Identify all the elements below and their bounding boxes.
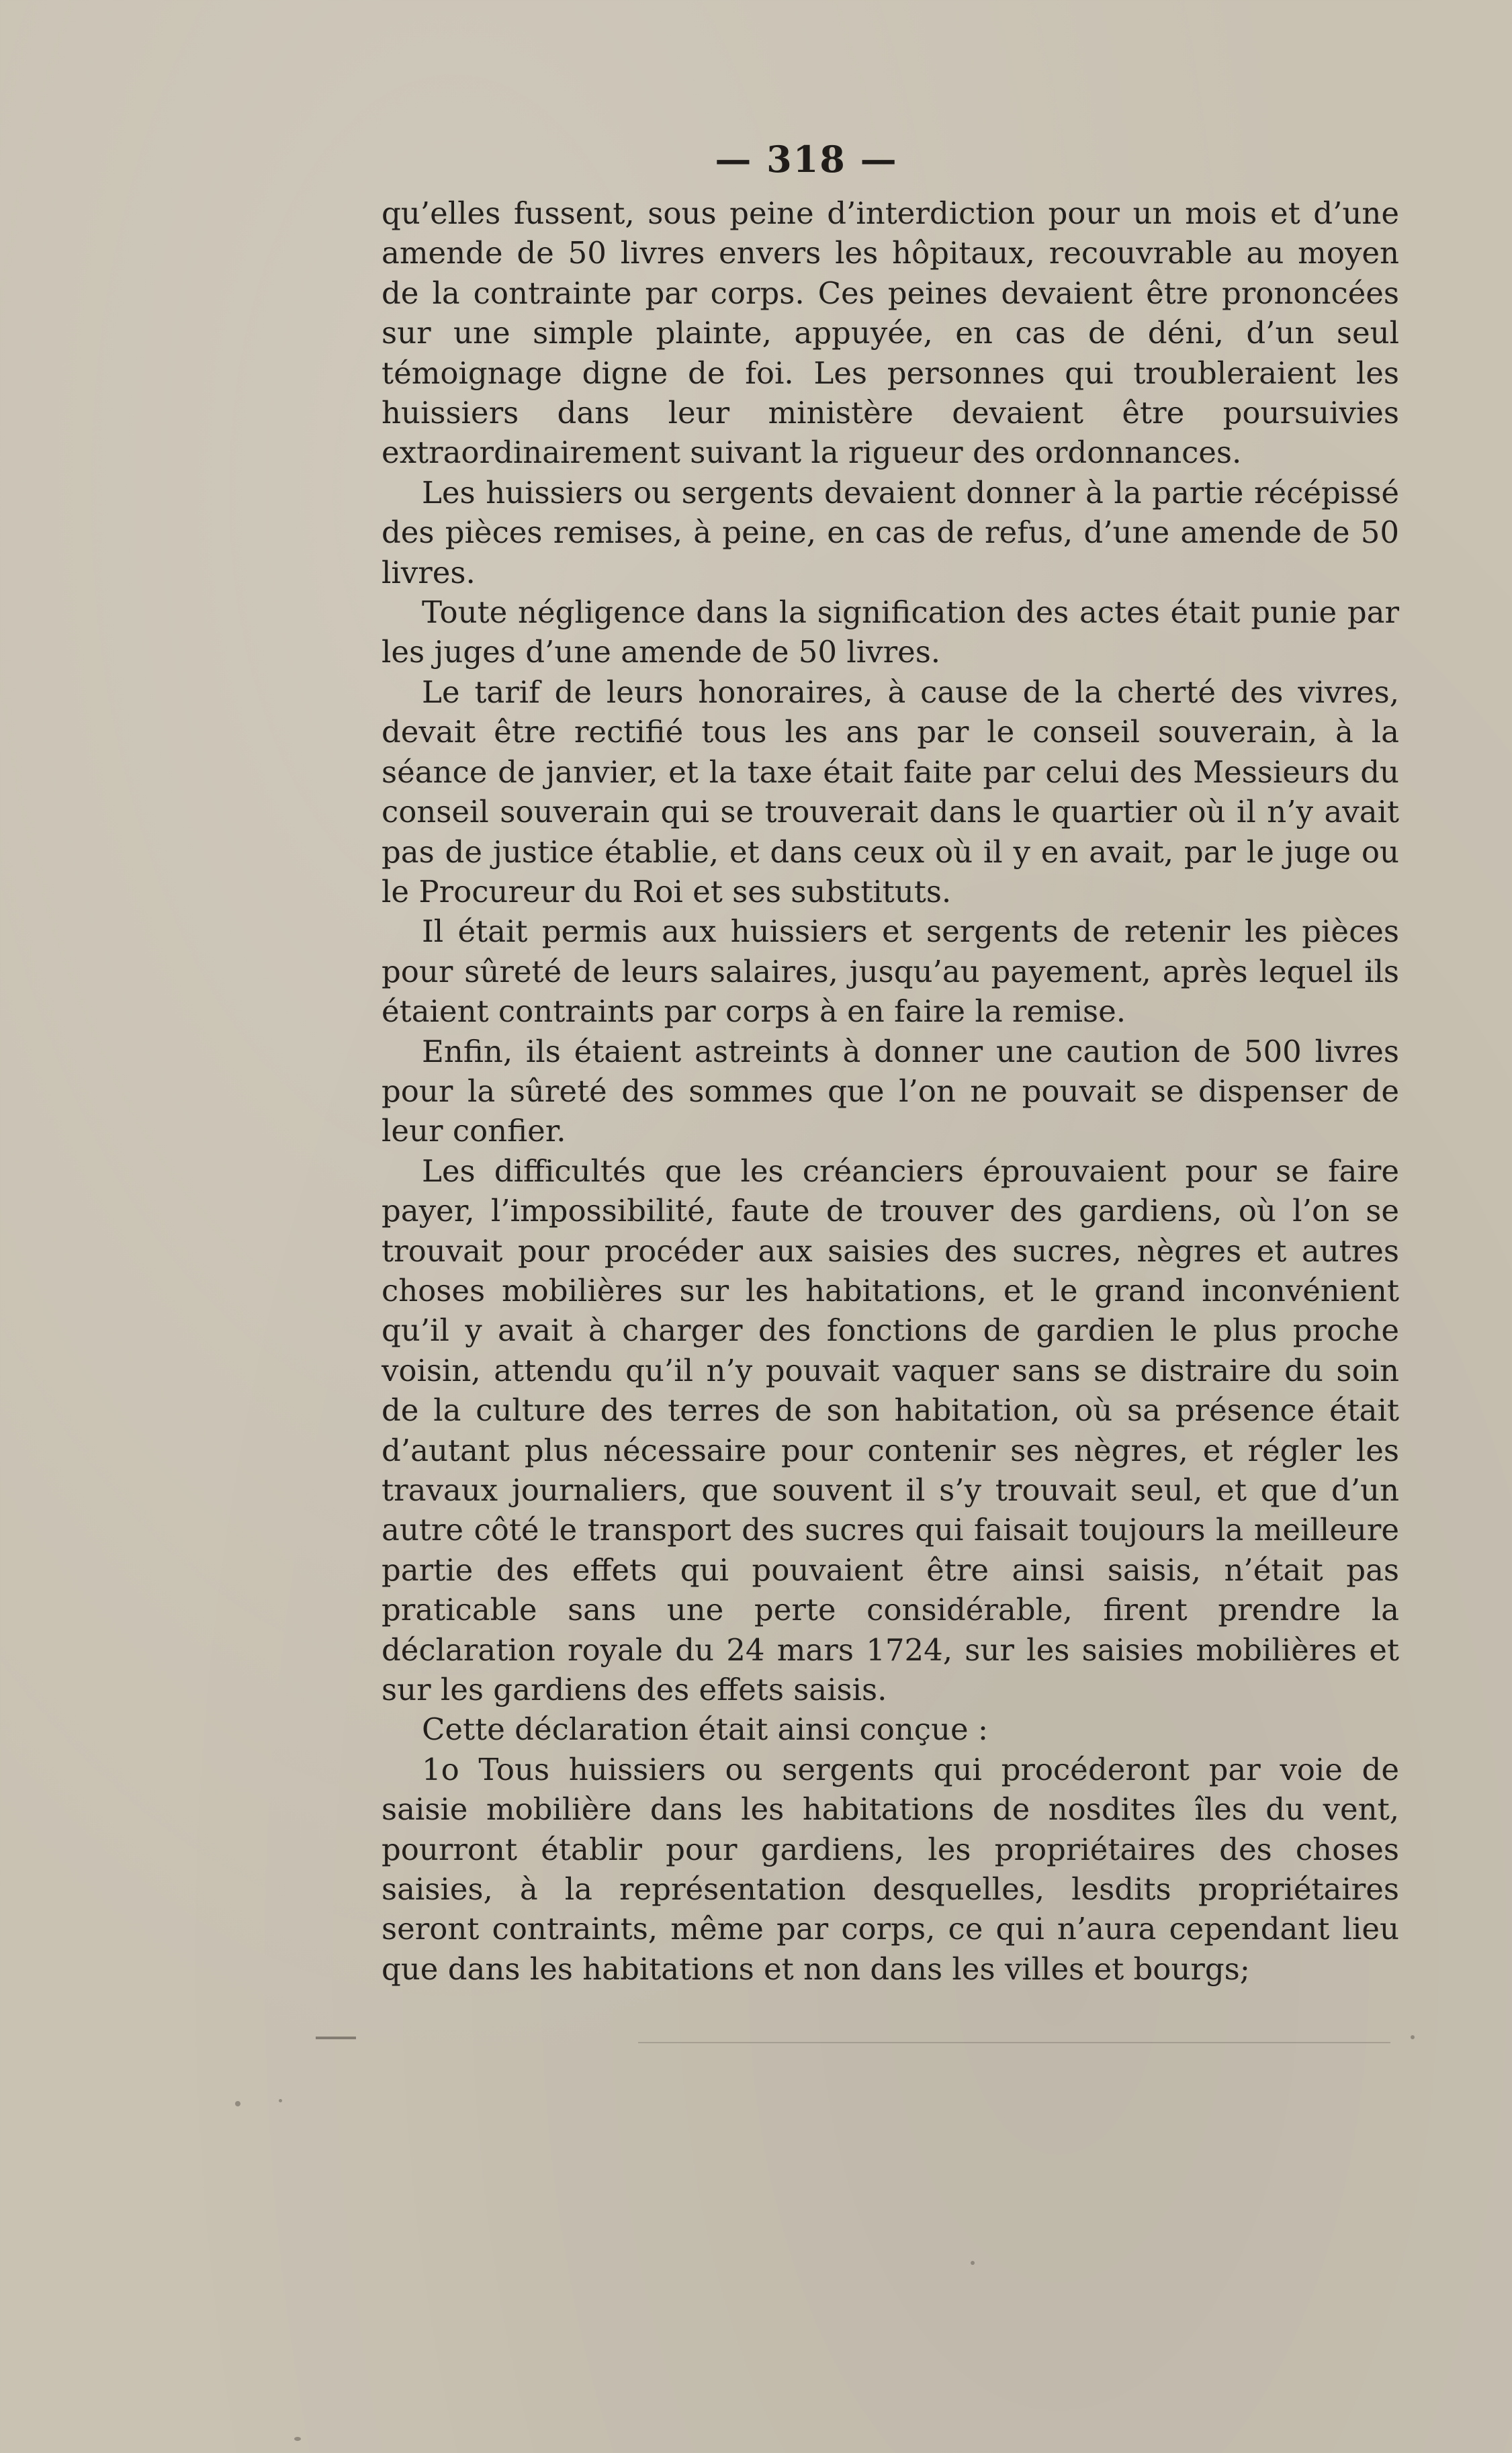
- paper-speck: [1411, 2035, 1415, 2039]
- paragraph-difficulties: Les difficultés que les créanciers éprouvaient pour se faire payer, l’impossibilité, faute de trouver des gardiens, où l’on se trouvait pour procéder aux saisies des sucres, nègres et autres choses mobilières sur les habitations, et le grand inconvénient qu’il y avait à charger des fonctions de gardien le plus proche voisin, attendu qu’il n’y pouvait vaquer sans se distraire du soin de la culture des terres de son habitation, où sa présence était d’autant plus nécessaire pour contenir ses nègres, et régler les travaux journaliers, que souvent il s’y trouvait seul, et que d’un autre côté le transport des sucres qui faisait toujours la meilleure partie des effets qui pouvaient être ainsi saisis, n’était pas praticable sans une perte considérable, firent prendre la déclaration royale du 24 mars 1724, sur les saisies mobilières et sur les gardiens des effets saisis.: [382, 1153, 1399, 1708]
- paragraph-declaration-intro: Cette déclaration était ainsi conçue :: [422, 1711, 989, 1748]
- paper-speck: [294, 2437, 301, 2441]
- paragraph-retention: Il était permis aux huissiers et sergents de retenir les pièces pour sûreté de leurs salaires, jusqu’au payement, après lequel ils étaient contraints par corps à en faire la remise.: [382, 913, 1399, 1030]
- paragraph-continuation: qu’elles fussent, sous peine d’interdiction pour un mois et d’une amende de 50 livres envers les hôpitaux, recouvrable au moyen de la contrainte par corps. Ces peines devaient être prononcées sur une simple plainte, appuyée, en cas de déni, d’un seul témoignage digne de foi. Les personnes qui troubleraient les huissiers dans leur ministère devaient être poursuivies extraordinairement suivant la rigueur des ordonnances.: [382, 195, 1399, 471]
- paper-speck: [235, 2101, 240, 2106]
- page-number: — 318 —: [715, 138, 898, 181]
- paper-speck: [971, 2261, 975, 2265]
- paragraph-article-1: 1o Tous huissiers ou sergents qui procéderont par voie de saisie mobilière dans les habitations de nosdites îles du vent, pourront établir pour gardiens, les propriétaires des choses saisies, à la représentation desquelles, lesdits propriétaires seront contraints, même par corps, ce qui n’aura cependant lieu que dans les habitations et non dans les villes et bourgs;: [382, 1751, 1399, 1987]
- paragraph-caution: Enfin, ils étaient astreints à donner une caution de 500 livres pour la sûreté des sommes que l’on ne pouvait se dispenser de leur confier.: [382, 1033, 1399, 1149]
- paragraph-receipt: Les huissiers ou sergents devaient donner à la partie récépissé des pièces remises, à peine, en cas de refus, d’une amende de 50 livres.: [382, 474, 1399, 590]
- paragraph-tariff: Le tarif de leurs honoraires, à cause de la cherté des vivres, devait être rectifié tous les ans par le conseil souverain, à la séance de janvier, et la taxe était faite par celui des Messieurs du conseil souverain qui se trouverait dans le quartier où il n’y avait pas de justice établie, et dans ceux où il y en avait, par le juge ou le Procureur du Roi et ses substituts.: [382, 674, 1399, 909]
- paragraph-negligence: Toute négligence dans la signification des actes était punie par les juges d’une amende de 50 livres.: [382, 594, 1399, 670]
- print-rule-mark: [316, 2037, 356, 2039]
- print-rule-mark: [638, 2042, 1390, 2043]
- body-text: [382, 193, 1399, 1989]
- paper-speck: [279, 2099, 282, 2102]
